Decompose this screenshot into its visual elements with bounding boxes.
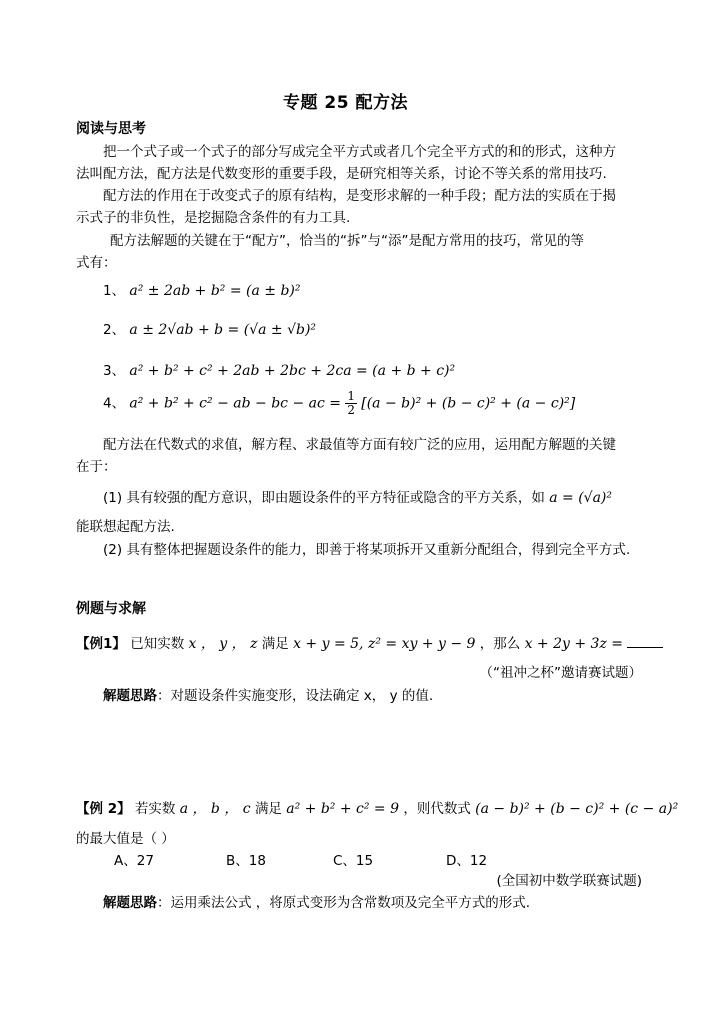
example-1-source: （“祖冲之杯”邀请赛试题） (479, 665, 642, 681)
section-heading-examples: 例题与求解 (76, 601, 146, 617)
example-2-text: 满足 (254, 801, 282, 817)
fraction (345, 390, 357, 417)
fraction-numerator: 1 (347, 389, 355, 403)
example-1-text: 已知实数 (130, 636, 185, 652)
hint-label: 解题思路 (103, 688, 157, 704)
formula-label: 1、 (103, 283, 126, 299)
key-point-1-math: a = (√a)² (549, 490, 612, 506)
paragraph-3-line-1: 配方法解题的关键在于“配方”，恰当的“拆”与“添”是配方常用的技巧，常见的等 (110, 233, 584, 249)
example-2-variables: a ， b ， c (179, 801, 251, 817)
example-2-hint (103, 891, 530, 911)
key-point-1-text: (1) 具有较强的配方意识，即由题设条件的平方特征或隐含的平方关系，如 (103, 490, 545, 506)
paragraph-3-line-2: 式有： (76, 255, 117, 271)
example-2-condition: a² + b² + c² = 9 (286, 801, 400, 817)
example-2-source: (全国初中数学联赛试题) (496, 873, 642, 889)
formula-expression-right: [(a − b)² + (b − c)² + (a − c)²] (361, 395, 576, 412)
hint-text: ：运用乘法公式 ，将原式变形为含常数项及完全平方式的形式. (157, 895, 531, 911)
paragraph-2-line-2: 示式子的非负性，是挖掘隐含条件的有力工具. (76, 210, 351, 226)
paragraph-1-line-2: 法叫配方法，配方法是代数变形的重要手段，是研究相等关系，讨论不等关系的常用技巧. (76, 166, 607, 182)
section-heading-reading: 阅读与思考 (76, 121, 146, 137)
formula-label: 2、 (103, 322, 126, 338)
page-title: 专题 25 配方法 (283, 93, 408, 113)
example-1-text: 满足 (261, 636, 289, 652)
key-point-2: (2) 具有整体把握题设条件的能力，即善于将某项拆开又重新分配组合，得到完全平方式. (103, 542, 631, 558)
example-2-text: 若实数 (134, 801, 176, 817)
fraction-denominator: 2 (347, 403, 355, 417)
formula-expression: a² ± 2ab + b² = (a ± b)² (129, 283, 301, 299)
formula-3 (103, 359, 455, 379)
hint-label: 解题思路 (103, 895, 157, 911)
option-d: D、12 (446, 853, 488, 869)
example-2-line-2: 的最大值是（ ） (76, 831, 175, 847)
paragraph-2-line-1: 配方法的作用在于改变式子的原有结构，是变形求解的一种手段；配方法的实质在于揭 (103, 188, 616, 204)
formula-label: 3、 (103, 363, 126, 379)
paragraph-1-line-1: 把一个式子或一个式子的部分写成完全平方式或者几个完全平方式的和的形式，这种方 (103, 144, 616, 160)
example-1-tag: 【例1】 (76, 636, 126, 652)
formula-2 (103, 318, 316, 338)
option-a: A、27 (114, 853, 154, 869)
example-1-variables: x ， y ， z (188, 636, 258, 652)
answer-blank (627, 635, 663, 648)
formula-expression: a² + b² + c² + 2ab + 2bc + 2ca = (a + b + c)² (129, 363, 456, 379)
key-point-1-line-2: 能联想起配方法. (76, 519, 175, 535)
example-2 (76, 797, 678, 818)
example-1-text: ，那么 (479, 636, 521, 652)
paragraph-4-line-1: 配方法在代数式的求值，解方程、求最值等方面有较广泛的应用，运用配方解题的关键 (103, 437, 616, 453)
example-1-expression: x + 2y + 3z = (524, 636, 623, 652)
hint-text: ：对题设条件实施变形，设法确定 x， y 的值. (157, 688, 434, 704)
key-point-1 (103, 486, 612, 506)
option-b: B、18 (226, 853, 266, 869)
formula-expression: a ± 2√ab + b = (√a ± √b)² (129, 322, 317, 338)
formula-1 (103, 279, 301, 299)
formula-label: 4、 (103, 395, 126, 412)
example-2-text: ，则代数式 (403, 801, 471, 817)
example-2-tag: 【例 2】 (76, 801, 131, 817)
option-c: C、15 (333, 853, 374, 869)
example-1-hint (103, 684, 433, 704)
formula-4 (103, 390, 575, 417)
example-1-condition: x + y = 5, z² = xy + y − 9 (293, 636, 476, 652)
paragraph-4-line-2: 在于： (76, 459, 117, 475)
example-1 (76, 632, 663, 653)
formula-expression-left: a² + b² + c² − ab − bc − ac = (129, 395, 342, 412)
example-2-expression: (a − b)² + (b − c)² + (c − a)² (475, 801, 679, 817)
